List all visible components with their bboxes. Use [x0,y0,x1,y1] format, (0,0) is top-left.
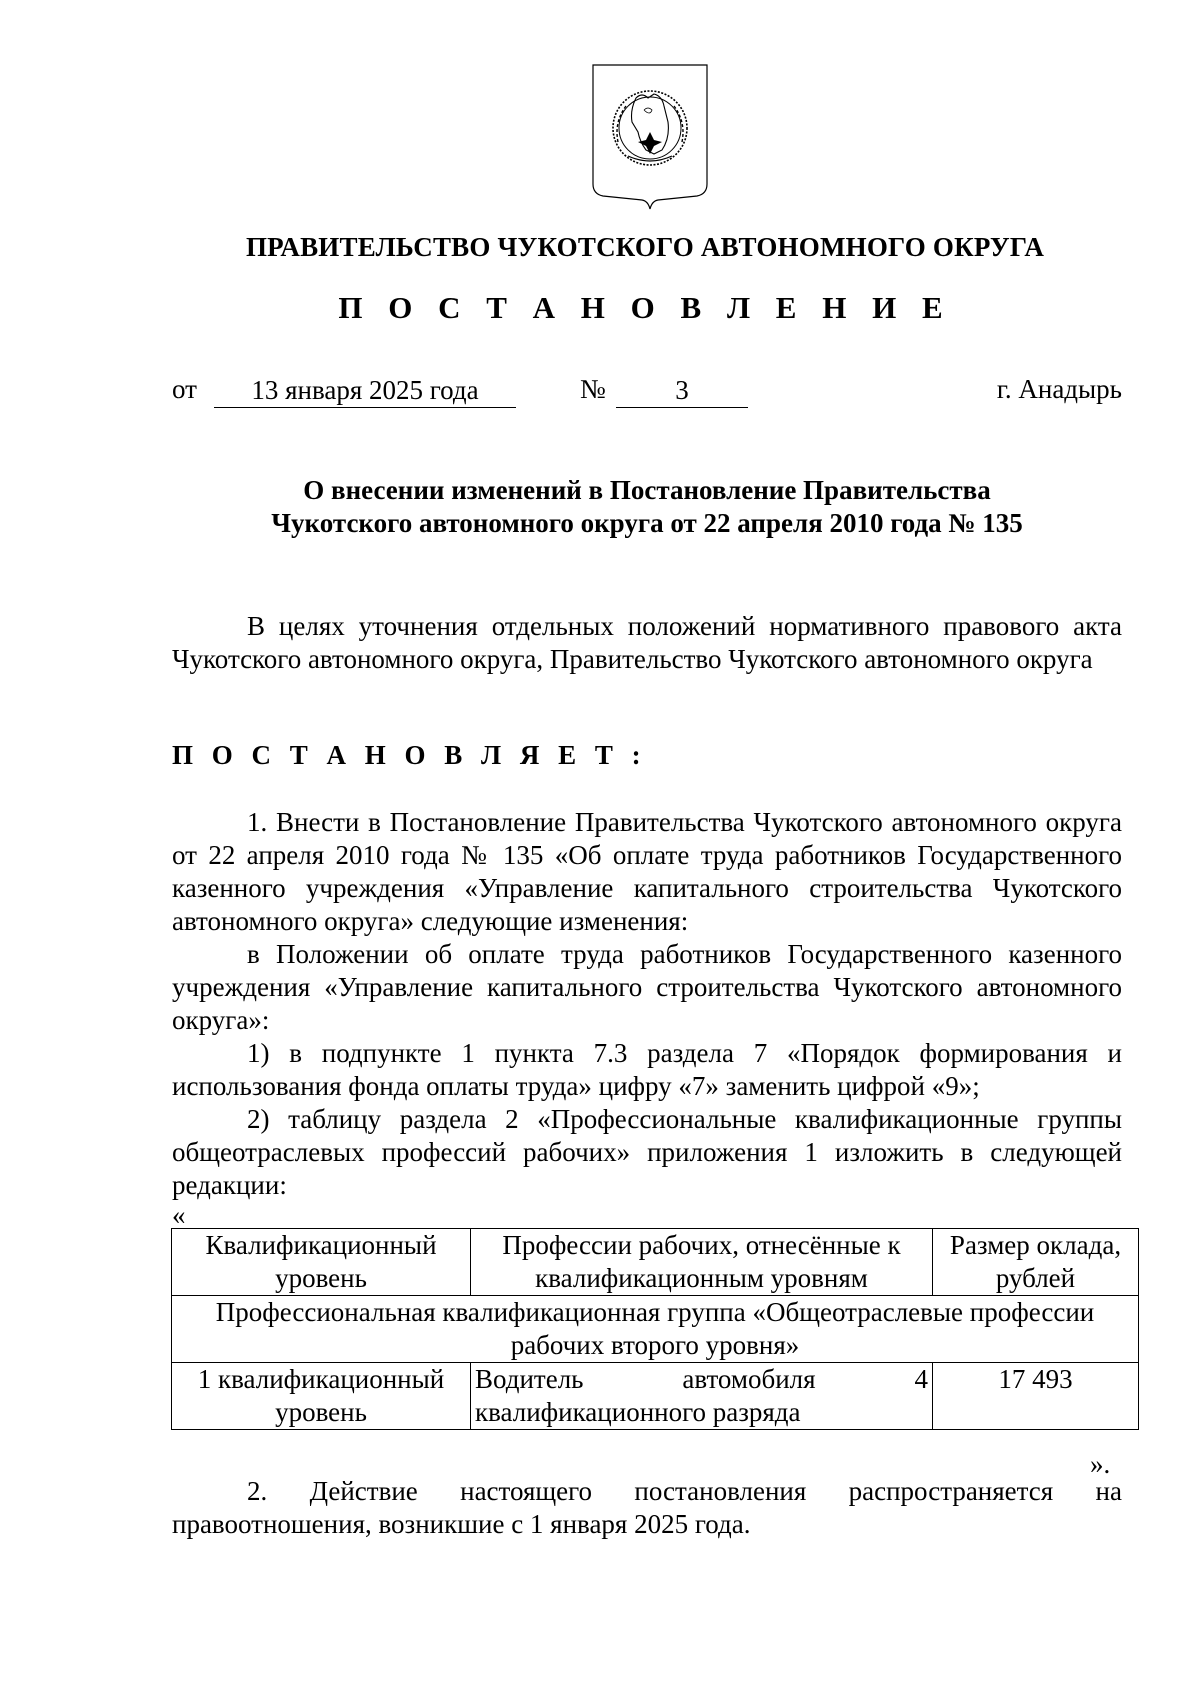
chukotka-coat-of-arms-icon [590,62,710,212]
header-professions: Профессии рабочих, отнесённые к квалификационным уровням [471,1229,933,1296]
item-1: 1. Внести в Постановление Правительства Чукотского автономного округа от 22 апреля 2010 года № 135 «Об оплате труда работников Государственного казенного учреждения «Управление капитального строительства Чукотского автономного округа» следующие изменения: [172,807,1122,936]
document-subject [172,474,1122,540]
sub-item-1: 1) в подпункте 1 пункта 7.3 раздела 7 «Порядок формирования и использования фонда оплаты труда» цифру «7» заменить цифрой «9»; [172,1038,1122,1101]
item-2: 2. Действие настоящего постановления распространяется на правоотношения, возникшие с 1 января 2025 года. [172,1476,1122,1539]
quote-close-mark: ». [1090,1449,1111,1479]
preamble-text: В целях уточнения отдельных положений нормативного правового акта Чукотского автономного округа, Правительство Чукотского автономного округа [172,611,1122,674]
cell-profession: Водитель автомобиля 4 квалификационного разряда [471,1363,933,1430]
item-1-intro: в Положении об оплате труда работников Государственного казенного учреждения «Управление капитального строительства Чукотского автономного округа»: [172,939,1122,1035]
table-header-row [172,1229,1139,1296]
date-prefix: от [172,374,197,404]
table-row [172,1363,1139,1430]
organization-title: ПРАВИТЕЛЬСТВО ЧУКОТСКОГО АВТОНОМНОГО ОКРУГА [245,232,1045,262]
resolves-label: П О С Т А Н О В Л Я Е Т : [172,740,647,770]
final-section [172,1475,1122,1541]
cell-salary: 17 493 [933,1363,1139,1430]
preamble [172,610,1122,676]
amendment-table [171,1228,1139,1430]
header-level: Квалификационный уровень [172,1229,471,1296]
items-section [172,806,1122,1202]
document-meta-line [172,374,1122,414]
document-city: г. Анадырь [996,374,1122,404]
subject-line-1: О внесении изменений в Постановление Правительства [303,475,991,505]
group-name: Профессиональная квалификационная группа «Общеотраслевые профессии рабочих второго уровня» [172,1296,1139,1363]
header-salary: Размер оклада, рублей [933,1229,1139,1296]
document-type-title: П О С Т А Н О В Л Е Н И Е [338,290,952,325]
cell-level: 1 квалификационный уровень [172,1363,471,1430]
quote-open-mark: « [172,1200,186,1230]
document-number: 3 [616,374,748,408]
subject-line-2: Чукотского автономного округа от 22 апреля 2010 года № 135 [271,508,1023,538]
number-sign: № [580,374,606,404]
document-date: 13 января 2025 года [214,374,516,408]
sub-item-2: 2) таблицу раздела 2 «Профессиональные квалификационные группы общеотраслевых профессий рабочих» приложения 1 изложить в следующей редакции: [172,1104,1122,1200]
table-group-row [172,1296,1139,1363]
